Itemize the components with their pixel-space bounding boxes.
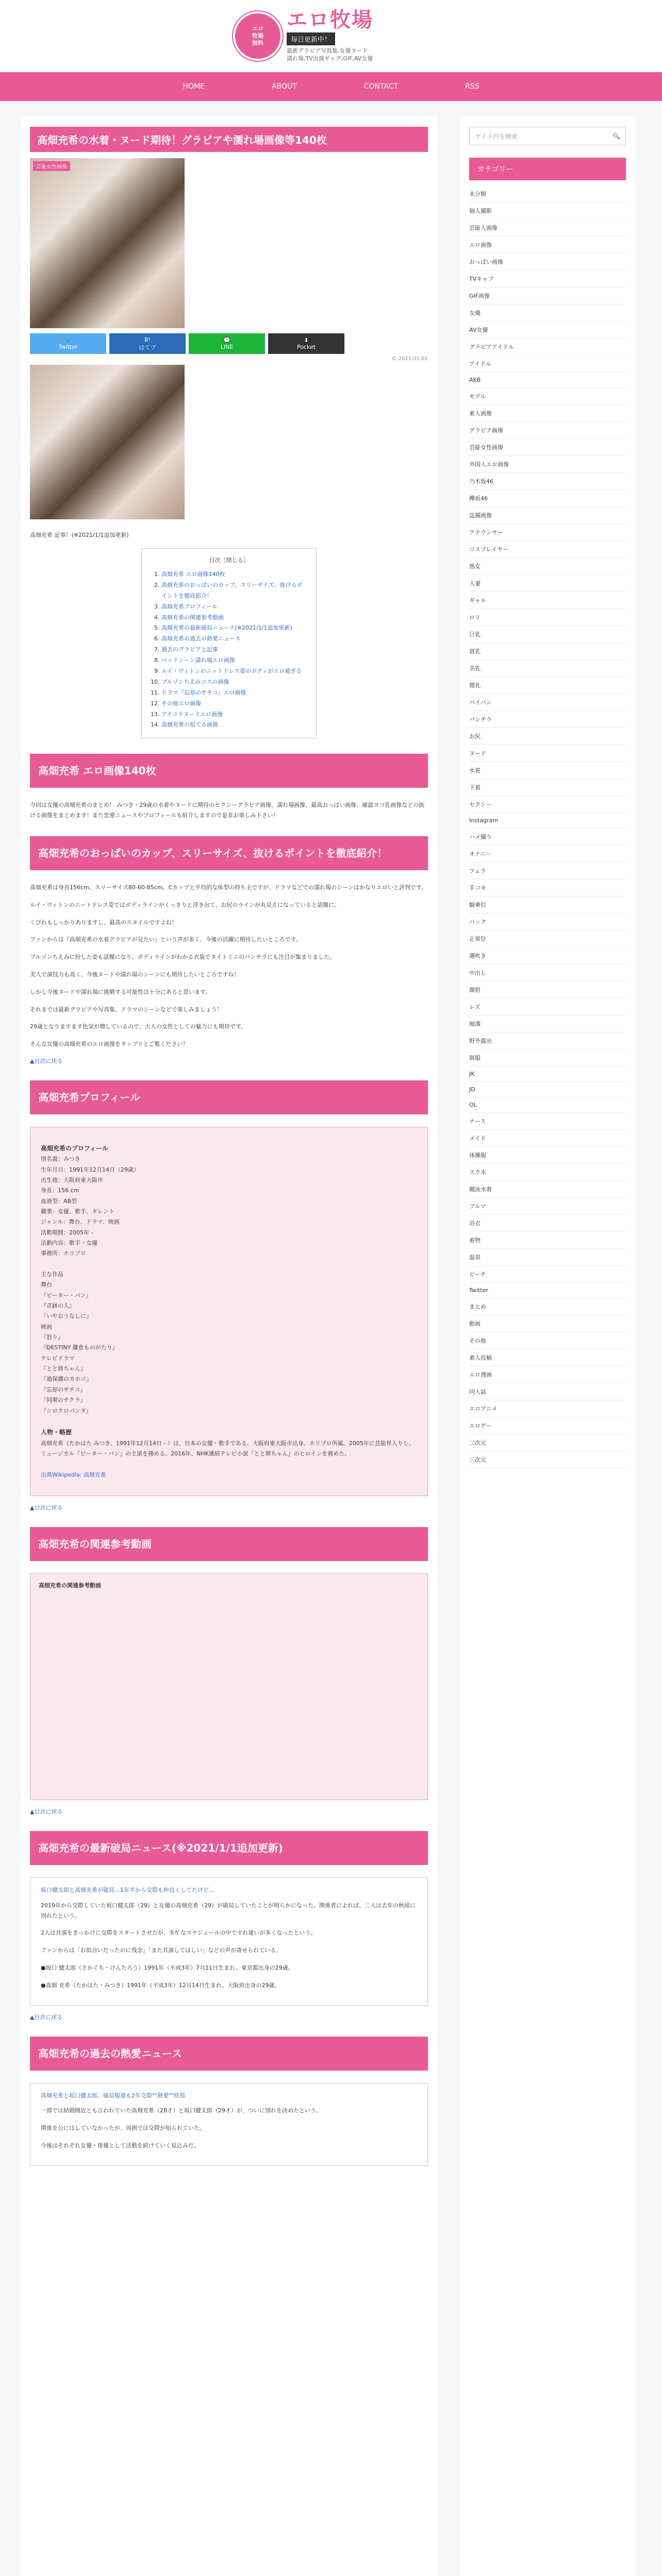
work-item: 『奇跡の人』: [41, 1302, 75, 1310]
body-text: ブルゾンちえみに扮した姿も話題になり、ボディラインがわかる衣装でタイトミニのパンチラにも注目が集まりました。: [30, 954, 336, 961]
news-text: ●坂口 健太郎（さかぐち・けんたろう）1991年（平成3年）7月11日生まれ、東京都出身の29歳。: [41, 1964, 294, 1971]
bio-title: 人物・略歴: [41, 1429, 72, 1436]
work-item: 『怒り』: [41, 1334, 63, 1341]
profile-row: 活動内容：歌手・女優: [41, 1240, 97, 1247]
body-text: くびれもしっかりありますし、最高のスタイルですよね！: [30, 919, 177, 926]
news-title-link[interactable]: 坂口健太郎と高畑充希が破局…1年半から交際も仲良くしてたけど…: [41, 1886, 214, 1893]
work-item: 『同期のサクラ』: [41, 1397, 86, 1404]
body-text: ルイ・ヴィトンのニットドレス姿ではボディラインがくっきりと浮き出て、お尻のラインが丸見えになっていると話題に。: [30, 901, 340, 908]
work-item: 『過保護のカホコ』: [41, 1376, 92, 1383]
sidebar-category-item[interactable]: TVキャプ: [469, 270, 626, 287]
sidebar-category-item[interactable]: エロ画像: [469, 236, 626, 253]
sidebar-category-item[interactable]: 熟女: [469, 558, 626, 575]
section-heading: 高畑充希の過去の熱愛ニュース: [30, 2037, 428, 2071]
featured-image[interactable]: [30, 158, 185, 328]
video-heading: 高畑充希の関連参考動画: [39, 1582, 101, 1589]
nav-home[interactable]: HOME: [183, 82, 205, 91]
profile-box: [30, 1127, 428, 1496]
sidebar-category-item[interactable]: 手コキ: [469, 879, 626, 896]
toc-item[interactable]: 7. 過去のグラビアと記事: [161, 645, 307, 655]
logo-badge: エロ 牧場 無料: [233, 11, 283, 61]
work-item: 『ピーター・パン』: [41, 1292, 92, 1299]
sidebar-category-item[interactable]: レズ: [469, 998, 626, 1015]
profile-row: 生年月日：1991年12月14日（29歳）: [41, 1166, 139, 1173]
logo-tagline: 毎日更新中！: [287, 32, 335, 45]
sidebar-category-item[interactable]: コスプレイヤー: [469, 541, 626, 558]
sidebar-category-item[interactable]: GIF画像: [469, 287, 626, 304]
sidebar-category-item[interactable]: セクシー: [469, 796, 626, 813]
sidebar-category-item[interactable]: フェラ: [469, 862, 626, 879]
sidebar-category-item[interactable]: 騎乗位: [469, 896, 626, 913]
sidebar-category-item[interactable]: 乃木坂46: [469, 473, 626, 490]
sidebar-category-item[interactable]: まとめ: [469, 1298, 626, 1315]
search-placeholder: サイト内を検索: [475, 132, 518, 140]
sidebar-category-item[interactable]: 水着: [469, 762, 626, 779]
post-title: 高畑充希の水着・ヌード期待！グラビアや濡れ場画像等140枚: [30, 127, 428, 152]
toc-title[interactable]: 目次［閉じる］: [209, 557, 249, 564]
sidebar-category-item[interactable]: モデル: [469, 388, 626, 405]
sidebar-category-item[interactable]: 巨乳: [469, 626, 626, 643]
news-text: 今後はそれぞれ女優・俳優として活動を続けていく見込みだ。: [41, 2142, 200, 2149]
toc-item[interactable]: 4. 高畑充希の関連参考動画: [161, 613, 307, 623]
work-item: 舞台: [41, 1281, 52, 1289]
sidebar-category-item[interactable]: エロアニメ: [469, 1400, 626, 1417]
sidebar-category-item[interactable]: お尻: [469, 728, 626, 745]
sidebar-category-item[interactable]: バック: [469, 913, 626, 930]
news-text: ●高畑 充希（たかはた・みつき）1991年（平成3年）12月14日生まれ、大阪府出身の29歳。: [41, 1981, 280, 1989]
sidebar-category-item[interactable]: 制服: [469, 1049, 626, 1066]
news-box: [30, 1877, 428, 2006]
sidebar-category-item[interactable]: 貧乳: [469, 643, 626, 660]
profile-row: 血液型：AB型: [41, 1197, 77, 1205]
share-twitter-button[interactable]: 🐦 Twitter: [30, 333, 106, 354]
sidebar-category-item[interactable]: 潮吹き: [469, 947, 626, 964]
body-text: そんな女優の高畑充希のエロ画像をタップリとご覧ください！: [30, 1041, 189, 1048]
sidebar-category-item[interactable]: 中出し: [469, 964, 626, 981]
toc-item[interactable]: 6. 高畑充希の過去の熱愛ニュース: [161, 634, 307, 645]
body-text: 高畑充希は身長156cm、スリーサイズ80-60-85cm、Cカップと平均的な体型の持ち主ですが、ドラマなどでの濡れ場のシーンはかなりエロいと評判です。: [30, 884, 427, 891]
work-item: 『いやおうなしに』: [41, 1313, 92, 1320]
sidebar-category-item[interactable]: 外国人エロ画像: [469, 456, 626, 473]
sidebar-category-item[interactable]: グラビアアイドル: [469, 338, 626, 355]
sidebar-category-item[interactable]: 浴衣: [469, 1215, 626, 1232]
nav-rss[interactable]: RSS: [465, 82, 479, 91]
sidebar-category-item[interactable]: 芸能女性画像: [469, 439, 626, 456]
sidebar-category-item[interactable]: 三次元: [469, 1451, 626, 1468]
sidebar-category-item[interactable]: 個人撮影: [469, 202, 626, 219]
toc-item[interactable]: 5. 高畑充希の最新破局ニュース(※2021/1/1追加更新): [161, 623, 307, 634]
table-of-contents: [141, 548, 317, 738]
toc-item[interactable]: 10. ブルゾンちえみコスの画像: [161, 677, 307, 688]
sidebar-category-item[interactable]: 素人投稿: [469, 1349, 626, 1366]
back-to-toc-link[interactable]: ▲目次に戻る: [30, 1808, 63, 1815]
category-tag[interactable]: 芸能女性画像: [33, 161, 70, 171]
sidebar-category-item[interactable]: JD: [469, 1082, 626, 1097]
sidebar-category-item[interactable]: エロ漫画: [469, 1366, 626, 1383]
sidebar: [460, 116, 635, 2576]
toc-item[interactable]: 14. 高畑充希の似てる画像: [161, 720, 307, 731]
post-meta: 高畑充希 記事！(※2021/1/1追加更新): [30, 532, 129, 538]
sidebar-category-item[interactable]: その他: [469, 1332, 626, 1349]
nav-contact[interactable]: CONTACT: [363, 82, 399, 91]
news-text: 2019年から交際していた坂口健太郎（29）と女優の高畑充希（29）が破局していたことが明らかになった。関係者によれば、二人は去年の秋頃に別れたという。: [41, 1902, 416, 1919]
section-heading: 高畑充希 エロ画像140枚: [30, 754, 428, 788]
sidebar-category-item[interactable]: Instagram: [469, 813, 626, 828]
site-logo[interactable]: [233, 7, 429, 65]
news-title-link[interactable]: 高畑充希と坂口健太郎、破局報道も2年交際""熱愛""終焉: [41, 2092, 186, 2099]
sidebar-category-item[interactable]: 盗撮画像: [469, 507, 626, 524]
body-text: しかし今後ヌードや濡れ場に挑戦する可能性は十分にあると思います。: [30, 988, 211, 995]
share-pocket-button[interactable]: ⬇ Pocket: [268, 333, 344, 354]
bio-text: 高畑充希（たかはた みつき、1991年12月14日 - ）は、日本の女優・歌手である。大阪府東大阪市出身。ホリプロ所属。2005年に芸能界入りし、ミュージカル『ピーター・パン』の主演を務める。2016年、NHK連続テレビ小説『とと姉ちゃん』のヒロインを務めた。: [41, 1439, 415, 1457]
toc-item[interactable]: 13. アイコラヌードエロ画像: [161, 709, 307, 720]
sidebar-category-item[interactable]: おっぱい画像: [469, 253, 626, 270]
body-text: それまでは最新グラビアや写真集、ドラマのシーンなどで楽しみましょう！: [30, 1006, 223, 1013]
sidebar-category-item[interactable]: ロリ: [469, 609, 626, 626]
sidebar-category-item[interactable]: JK: [469, 1066, 626, 1082]
sidebar-category-item[interactable]: 正常位: [469, 930, 626, 947]
sidebar-category-item[interactable]: 顔射: [469, 981, 626, 998]
post-date: © 2021.01.01: [391, 356, 428, 362]
body-text: ファンからは『高畑充希の水着グラビアが見たい』という声が多く、今後の活躍に期待したいところです。: [30, 936, 302, 943]
section-heading: 高畑充希のおっぱいのカップ、スリーサイズ、抜けるポイントを徹底紹介！: [30, 836, 428, 870]
news-box: [30, 2083, 428, 2166]
work-item: テレビドラマ: [41, 1354, 75, 1362]
sidebar-category-item[interactable]: 競泳水着: [469, 1181, 626, 1198]
toc-item[interactable]: 12. その他エロ画像: [161, 699, 307, 709]
main-nav: [0, 72, 662, 101]
category-title: カテゴリー: [469, 158, 626, 180]
sidebar-category-item[interactable]: 下着: [469, 779, 626, 796]
section-heading: 高畑充希プロフィール: [30, 1080, 428, 1114]
post-image[interactable]: [30, 365, 185, 519]
toc-item[interactable]: 3. 高畑充希プロフィール: [161, 602, 307, 613]
toc-item[interactable]: 8. ベッドシーン濡れ場エロ画像: [161, 655, 307, 666]
sidebar-category-item[interactable]: アイドル: [469, 355, 626, 372]
back-to-toc-link[interactable]: ▲目次に戻る: [30, 2013, 63, 2021]
work-item: 『とと姉ちゃん』: [41, 1365, 86, 1372]
back-to-toc-link[interactable]: ▲目次に戻る: [30, 1504, 63, 1511]
wikipedia-link[interactable]: 出典Wikipedia: 高畑充希: [41, 1471, 106, 1478]
sidebar-category-item[interactable]: 体操服: [469, 1147, 626, 1164]
sidebar-category-item[interactable]: スク水: [469, 1164, 626, 1181]
sidebar-category-item[interactable]: 未分類: [469, 185, 626, 202]
sidebar-category-item[interactable]: 野外露出: [469, 1032, 626, 1049]
sidebar-category-item[interactable]: アナウンサー: [469, 524, 626, 541]
profile-row: 事務所：ホリプロ: [41, 1250, 86, 1257]
work-item: 『忘却のサチコ』: [41, 1386, 86, 1393]
twitter-icon: 🐦: [64, 337, 72, 344]
profile-row: 別名義：みつき: [41, 1156, 80, 1163]
sidebar-category-item[interactable]: メイド: [469, 1130, 626, 1147]
sidebar-category-item[interactable]: ヌード: [469, 745, 626, 762]
sidebar-category-item[interactable]: ナース: [469, 1113, 626, 1130]
profile-row: 活動期間：2005年 -: [41, 1229, 93, 1236]
section-heading: 高畑充希の最新破局ニュース(※2021/1/1追加更新): [30, 1831, 428, 1865]
profile-row: 職業：女優、歌手、タレント: [41, 1208, 114, 1215]
video-box[interactable]: [30, 1573, 428, 1800]
body-text: 29歳となりますます色気が増しているので、大人の女性としての魅力にも期待です。: [30, 1023, 246, 1030]
share-buttons: [30, 333, 428, 354]
pocket-icon: ⬇: [304, 337, 309, 344]
search-input[interactable]: [469, 127, 626, 145]
profile-row: ジャンル：舞台、ドラマ、映画: [41, 1218, 120, 1226]
sidebar-category-item[interactable]: 芸能人画像: [469, 219, 626, 236]
sidebar-category-item[interactable]: ハメ撮り: [469, 828, 626, 845]
sidebar-category-item[interactable]: 素人画像: [469, 405, 626, 422]
profile-row: 出生地：大阪府東大阪市: [41, 1176, 103, 1183]
sidebar-category-item[interactable]: ビーチ: [469, 1266, 626, 1283]
share-hatena-button[interactable]: B! はてブ: [109, 333, 186, 354]
sidebar-category-item[interactable]: Twitter: [469, 1283, 626, 1298]
site-header: [0, 0, 662, 72]
sidebar-category-item[interactable]: パイパン: [469, 694, 626, 711]
news-text: 2人は共演をきっかけに交際をスタートさせたが、多忙なスケジュールの中ですれ違いが多くなったという。: [41, 1929, 317, 1937]
profile-row: 身長：156 cm: [41, 1187, 79, 1194]
logo-title: エロ牧場: [287, 8, 373, 32]
toc-item[interactable]: 9. ルイ・ヴィトンのニットドレス姿のボディがエロ過ぎる: [161, 666, 307, 677]
category-list: [469, 185, 626, 1468]
news-text: ファンからは「お似合いだったのに残念」「また共演してほしい」などの声が寄せられている。: [41, 1947, 282, 1954]
sidebar-category-item[interactable]: 着物: [469, 1232, 626, 1249]
news-text: 関係を公にはしていなかったが、周囲では交際が知られていた。: [41, 2125, 205, 2132]
hatena-icon: B!: [144, 336, 151, 343]
sidebar-category-item[interactable]: グラビア画像: [469, 422, 626, 439]
sidebar-category-item[interactable]: ブルマ: [469, 1198, 626, 1215]
logo-subtitle: 最新グラビア写真集,女優ヌード 濡れ場,TV出演ギャグ,GIF,AV女優: [287, 47, 373, 62]
sidebar-category-item[interactable]: 欅坂46: [469, 490, 626, 507]
sidebar-category-item[interactable]: 美乳: [469, 660, 626, 677]
sidebar-category-item[interactable]: OL: [469, 1097, 626, 1113]
sidebar-category-item[interactable]: オナニー: [469, 845, 626, 862]
work-item: 『DESTINY 鎌倉ものがたり』: [41, 1344, 118, 1351]
sidebar-category-item[interactable]: 微乳: [469, 677, 626, 694]
sidebar-category-item[interactable]: 同人誌: [469, 1383, 626, 1400]
work-item: 映画: [41, 1323, 52, 1330]
search-icon[interactable]: 🔍: [613, 132, 620, 140]
sidebar-category-item[interactable]: 痴漢: [469, 1015, 626, 1032]
work-item: 『シロクロパンダ』: [41, 1407, 92, 1414]
sidebar-category-item[interactable]: パンチラ: [469, 711, 626, 728]
back-to-toc-link[interactable]: ▲目次に戻る: [30, 1057, 63, 1064]
sidebar-category-item[interactable]: 温泉: [469, 1249, 626, 1266]
sidebar-category-item[interactable]: エロゲー: [469, 1417, 626, 1434]
toc-item[interactable]: 11. ドラマ『忘却のサチコ』エロ画像: [161, 688, 307, 699]
sidebar-category-item[interactable]: 動画: [469, 1315, 626, 1332]
main-content: [21, 116, 437, 2576]
line-icon: 💬: [223, 337, 230, 344]
sidebar-category-item[interactable]: AKB: [469, 372, 626, 388]
sidebar-category-item[interactable]: 人妻: [469, 575, 626, 592]
news-text: 一部では結婚間近とも言われていた高畑充希（28才）と坂口健太郎（29才）が、ついに別れを決めたという。: [41, 2107, 322, 2114]
nav-about[interactable]: ABOUT: [271, 82, 297, 91]
section-heading: 高畑充希の関連参考動画: [30, 1527, 428, 1561]
toc-item[interactable]: 2. 高畑充希のおっぱいのカップ、スリーサイズ、抜けるポイントを徹底紹介！: [161, 580, 307, 602]
intro-text: 今回は女優の高畑充希のまとめ！ みつき・29歳の水着やヌードに期待のセクシーグラビア画像、濡れ場画像、最高おっぱい画像、確認ヨコ乳画像などの抜ける画像をまとめます！また恋愛ニュースやプロフィールも紹介しますので是非お楽しみ下さい！: [30, 802, 425, 819]
works-title: 主な作品: [41, 1271, 63, 1278]
body-text: 美人で演技力も高く、今後ヌードや濡れ場のシーンにも期待したいところですね！: [30, 971, 240, 978]
share-line-button[interactable]: 💬 LINE: [189, 333, 265, 354]
sidebar-category-item[interactable]: 女優: [469, 304, 626, 321]
profile-heading: 高畑充希のプロフィール: [41, 1144, 108, 1152]
sidebar-category-item[interactable]: 二次元: [469, 1434, 626, 1451]
toc-item[interactable]: 1. 高畑充希 エロ画像140枚: [161, 569, 307, 580]
sidebar-category-item[interactable]: ギャル: [469, 592, 626, 609]
sidebar-category-item[interactable]: AV女優: [469, 321, 626, 338]
